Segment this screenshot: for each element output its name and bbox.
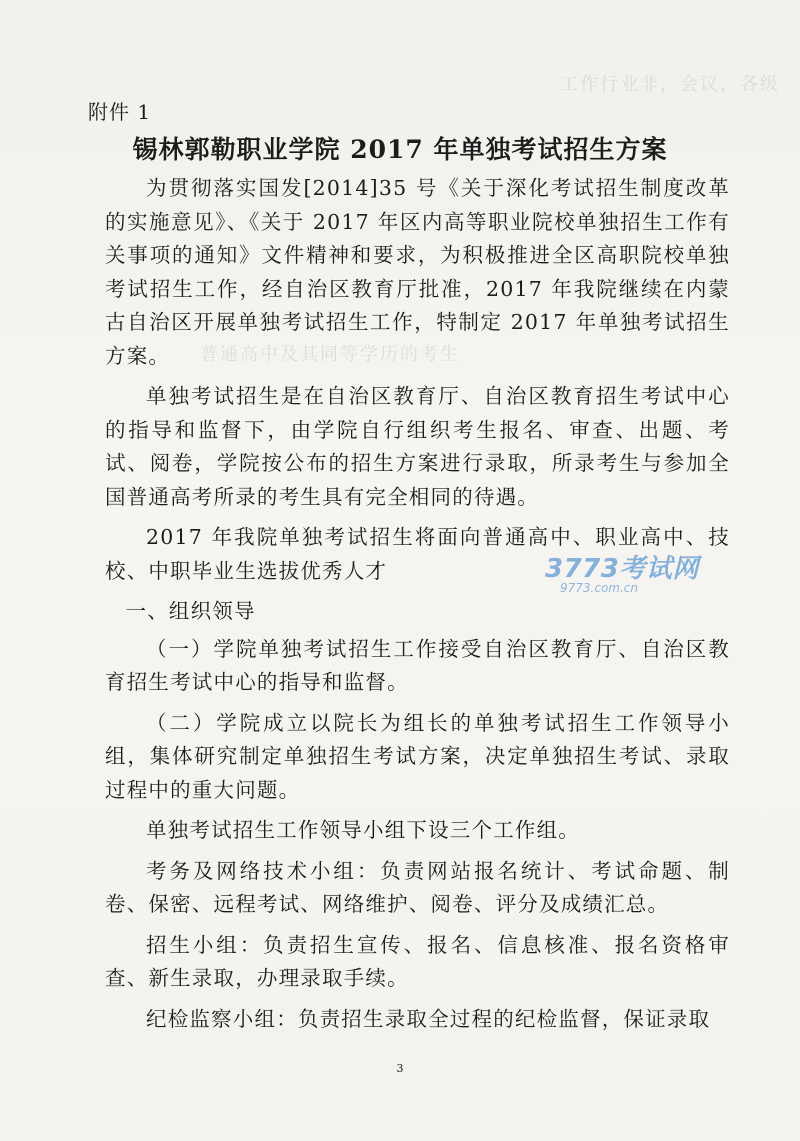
watermark-url: 9773.com.cn	[560, 581, 638, 595]
bleed-through-1: 工作行业非，会议，各级	[560, 74, 780, 95]
paragraph-admission-group: 招生小组：负责招生宣传、报名、信息核准、报名资格审查、新生录取，办理录取手续。	[105, 932, 730, 990]
document-title: 锡林郭勒职业学院 2017 年单独考试招生方案	[132, 135, 668, 164]
document-body	[105, 172, 730, 1043]
bleed-through-2: 普通高中及其同等学历的考生	[200, 344, 460, 365]
paragraph-groups: 单独考试招生工作领导小组下设三个工作组。	[146, 818, 580, 842]
paragraph-exam-group: 考务及网络技术小组：负责网站报名统计、考试命题、制卷、保密、远程考试、网络维护、阅卷、评分及成绩汇总。	[105, 858, 730, 916]
paragraph-intro: 为贯彻落实国发[2014]35 号《关于深化考试招生制度改革的实施意见》、《关于 2017 年区内高等职业院校单独招生工作有关事项的通知》文件精神和要求，为积极推进全区高职院校单独考试招生工作，经自治区教育厅批准，2017 年我院继续在内蒙古自治区开展单独考试招生工作，特制定 2017 年单独考试招生方案。	[105, 176, 730, 368]
paragraph-target: 2017 年我院单独考试招生将面向普通高中、职业高中、技校、中职毕业生选拔优秀人才	[105, 525, 730, 583]
paragraph-item-1: （一）学院单独考试招生工作接受自治区教育厅、自治区教育招生考试中心的指导和监督。	[105, 636, 730, 694]
section-heading-organization: 一、组织领导	[125, 599, 256, 623]
paragraph-item-2: （二）学院成立以院长为组长的单独考试招生工作领导小组，集体研究制定单独招生考试方案，决定单独招生考试、录取过程中的重大问题。	[105, 710, 730, 802]
attachment-label: 附件 1	[88, 100, 152, 124]
paragraph-supervision-group: 纪检监察小组：负责招生录取全过程的纪检监督，保证录取	[146, 1006, 711, 1031]
watermark-logo: 3773考试网	[545, 554, 699, 584]
page-number: 3	[396, 1062, 404, 1075]
paragraph-overview: 单独考试招生是在自治区教育厅、自治区教育招生考试中心的指导和监督下，由学院自行组织考生报名、审查、出题、考试、阅卷，学院按公布的招生方案进行录取，所录考生与参加全国普通高考所录的考生具有完全相同的待遇。	[105, 384, 730, 509]
